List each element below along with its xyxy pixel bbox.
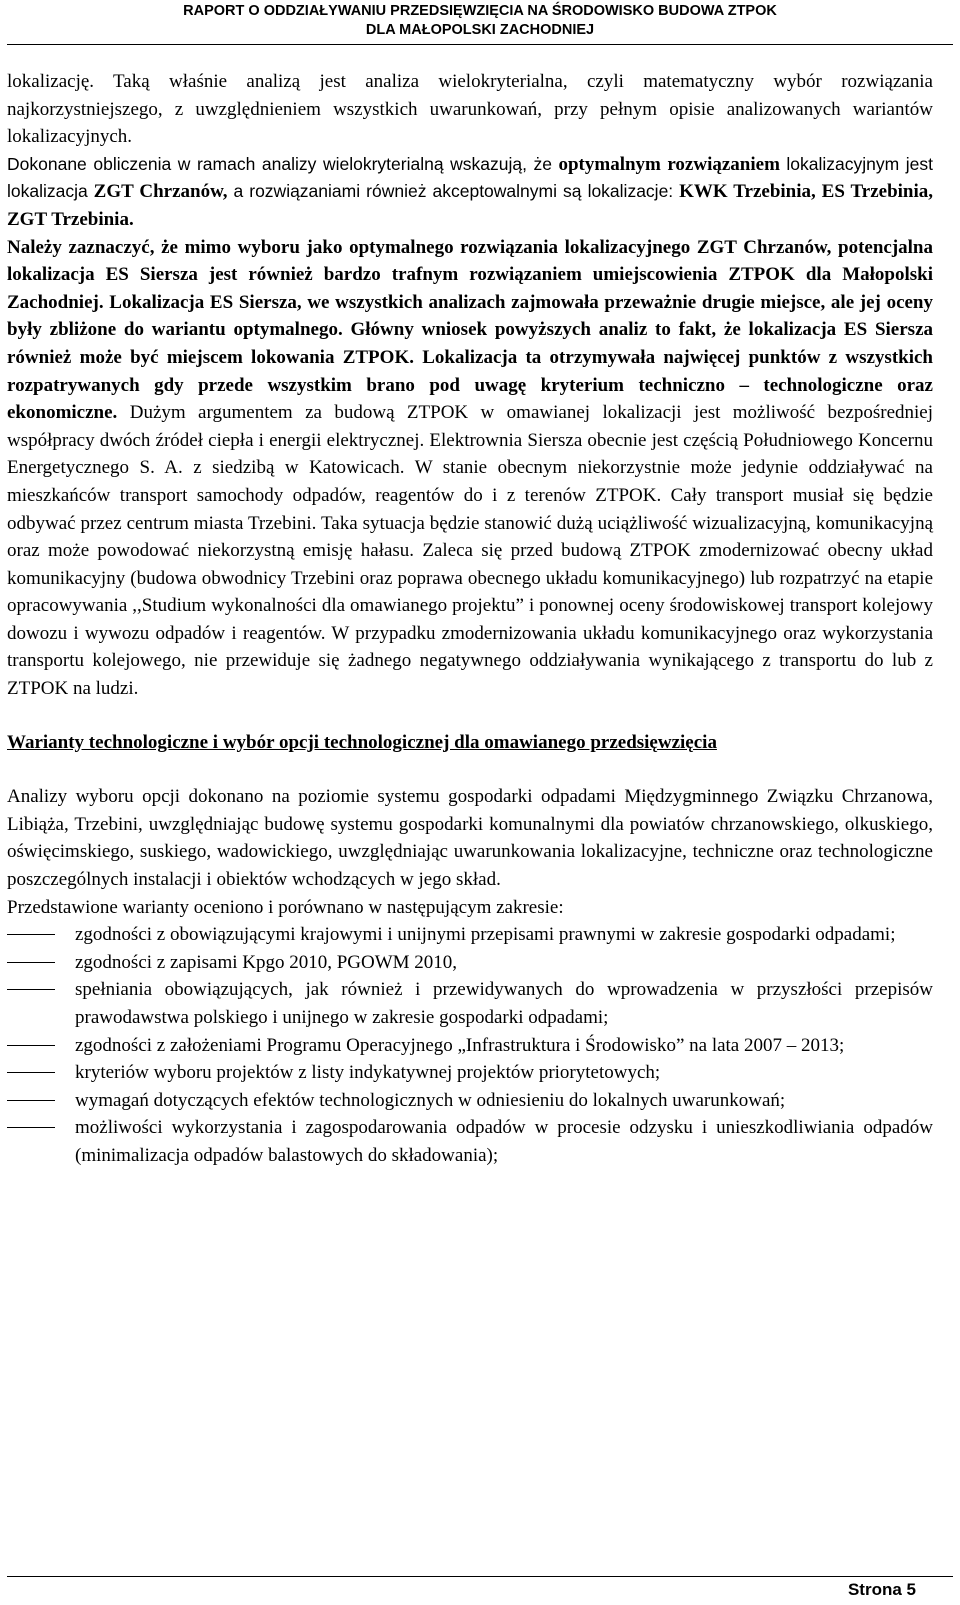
page-body bbox=[7, 68, 933, 1170]
paragraph-4: Analizy wyboru opcji dokonano na poziomie systemu gospodarki odpadami Międzygminnego Związku Chrzanowa, Libiąża, Trzebini, uwzględniając budowę systemu gospodarki komunalnymi dla powiatów chrzanowskiego, olkuskiego, oświęcimskiego, suskiego, wadowickiego, uwzględniając uwarunkowania lokalizacyjne, techniczne oraz technologiczne poszczególnych instalacji i obiektów wchodzących w jego skład. bbox=[7, 786, 933, 891]
page-number: Strona 5 bbox=[847, 1580, 916, 1599]
paragraph-1: lokalizację. Taką właśnie analizą jest analiza wielokryterialna, czyli matematyczny wybór rozwiązania najkorzystniejszego, z uwzględnieniem wszystkich uwarunkowań, przy pełnym opisie analizowanych wariantów lokalizacyjnych. bbox=[7, 71, 933, 148]
paragraph-5: Przedstawione warianty oceniono i porównano w następującym zakresie: bbox=[7, 896, 564, 918]
section-heading: Warianty technologiczne i wybór opcji technologicznej dla omawianego przedsięwzięcia bbox=[7, 731, 717, 753]
criteria-list bbox=[7, 921, 933, 1169]
list-item: zgodności z obowiązującymi krajowymi i unijnymi przepisami prawnymi w zakresie gospodarki odpadami; bbox=[7, 921, 933, 949]
list-item: zgodności z zapisami Kpgo 2010, PGOWM 2010, bbox=[7, 949, 933, 977]
header-title-line2: DLA MAŁOPOLSKI ZACHODNIEJ bbox=[365, 22, 595, 38]
list-item: możliwości wykorzystania i zagospodarowania odpadów w procesie odzysku i unieszkodliwiania odpadów (minimalizacja odpadów balastowych do składowania); bbox=[7, 1114, 933, 1169]
list-item: spełniania obowiązujących, jak również i przewidywanych do wprowadzenia w przyszłości przepisów prawodawstwa polskiego i unijnego w zakresie gospodarki odpadami; bbox=[7, 976, 933, 1031]
header-title-line1: RAPORT O ODDZIAŁYWANIU PRZEDSIĘWZIĘCIA NA ŚRODOWISKO BUDOWA ZTPOK bbox=[183, 3, 777, 19]
list-item: zgodności z założeniami Programu Operacyjnego „Infrastruktura i Środowisko” na lata 2007 – 2013; bbox=[7, 1032, 933, 1060]
paragraph-3: Należy zaznaczyć, że mimo wyboru jako optymalnego rozwiązania lokalizacyjnego ZGT Chrzanów, potencjalna lokalizacja ES Siersza jest również bardzo trafnym rozwiązaniem umiejscowienia ZTPOK dla Małopolski Zachodniej. Lokalizacja ES Siersza, we wszystkich analizach zajmowała przeważnie drugie miejsce, ale jej oceny były zbliżone do wariantu optymalnego. Główny wniosek powyższych analiz to fakt, że lokalizacja ES Siersza również może być miejscem lokowania ZTPOK. Lokalizacja ta otrzymywała najwięcej punktów z wszystkich rozpatrywanych gdy przede wszystkim brano pod uwagę kryterium techniczno – technologiczne oraz ekonomiczne. Dużym argumentem za budową ZTPOK w omawianej lokalizacji jest możliwość bezpośredniej współpracy dwóch źródeł ciepła i energii elektrycznej. Elektrownia Siersza obecnie jest częścią Południowego Koncernu Energetycznego S. A. z siedzibą w Katowicach. W stanie obecnym niekorzystnie może jedynie oddziaływać na mieszkańców transport samochody odpadów, reagentów do i z terenów ZTPOK. Cały transport musiał się będzie odbywać przez centrum miasta Trzebini. Taka sytuacja będzie stanowić dużą uciążliwość wizualizacyjną, komunikacyjną oraz może powodować niekorzystną emisję hałasu. Zaleca się przed budową ZTPOK zmodernizować obecny układ komunikacyjny (budowa obwodnicy Trzebini oraz poprawa obecnego układu komunikacyjnego) lub rozpatrzyć na etapie opracowywania ,,Studium wykonalności dla omawianego projektu” i ponownej oceny środowiskowej transport kolejowy dowozu i wywozu odpadów i reagentów. W przypadku zmodernizowania układu komunikacyjnego oraz wykorzystania transportu kolejowego, nie przewiduje się żadnego negatywnego oddziaływania wynikającego z transportu do lub z ZTPOK na ludzi. bbox=[7, 236, 934, 700]
list-item: kryteriów wyboru projektów z listy indykatywnej projektów priorytetowych; bbox=[7, 1059, 933, 1087]
paragraph-2: Dokonane obliczenia w ramach analizy wielokryterialną wskazują, że optymalnym rozwiązaniem lokalizacyjnym jest lokalizacja ZGT Chrzanów, a rozwiązaniami również akceptowalnymi są lokalizacje: KWK Trzebinia, ES Trzebinia, ZGT Trzebinia. bbox=[7, 153, 934, 230]
list-item: wymagań dotyczących efektów technologicznych w odniesieniu do lokalnych uwarunkowań; bbox=[7, 1087, 933, 1115]
header-rule bbox=[7, 44, 953, 45]
document-header bbox=[0, 0, 960, 40]
footer-rule bbox=[7, 1576, 953, 1577]
